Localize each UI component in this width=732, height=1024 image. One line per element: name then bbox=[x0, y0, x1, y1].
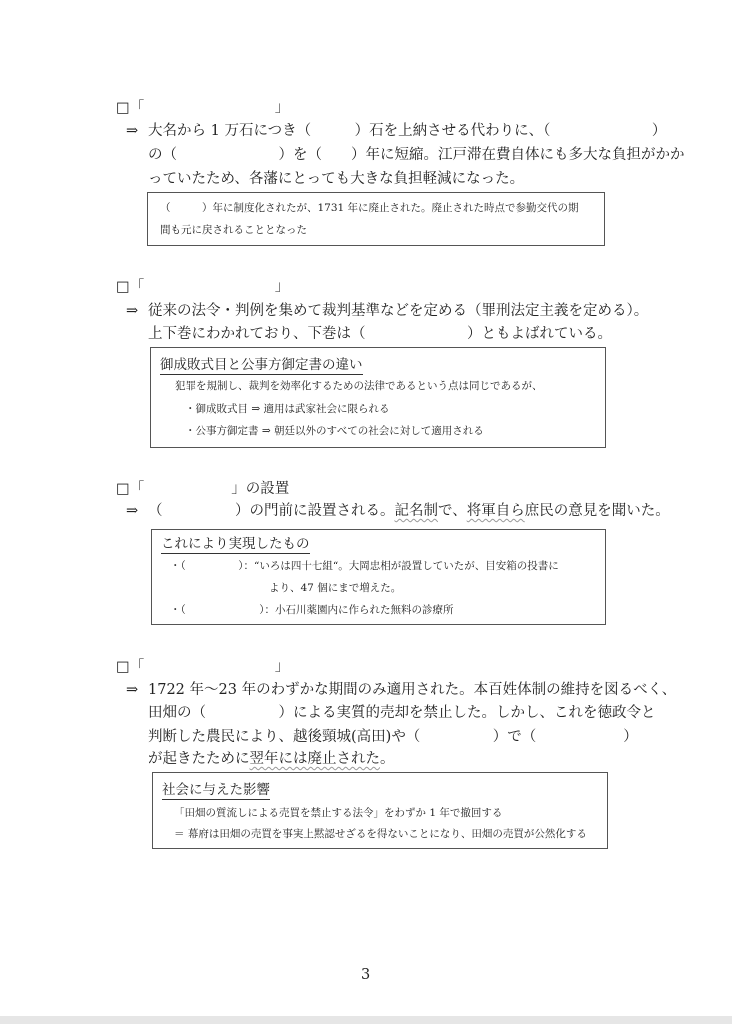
note-title: これにより実現したもの bbox=[161, 536, 310, 552]
body-line: 田畑の（ ）による実質的売却を禁止した。しかし、これを徳政令と bbox=[148, 705, 656, 721]
body-line: 従来の法令・判例を集めて裁判基準などを定める（罪刑法定主義を定める）。 bbox=[148, 303, 649, 319]
note-line: ＝ 幕府は田畑の売買を事実上黙認せざるを得ないことになり、田畑の売買が公然化する bbox=[174, 828, 587, 840]
note-line: ・（ ）：小石川薬園内に作られた無料の診療所 bbox=[170, 604, 454, 616]
section-heading: □「 」 bbox=[116, 279, 290, 295]
note-box bbox=[152, 772, 608, 849]
page-number: 3 bbox=[361, 967, 371, 983]
body-line bbox=[148, 502, 670, 520]
note-box bbox=[147, 192, 605, 246]
emphasis-text: 記名制 bbox=[394, 503, 438, 519]
note-line: 間も元に戻されることとなった bbox=[160, 224, 307, 236]
body-line: 判断した農民により、越後頸城(高田)や（ ）で（ ） bbox=[148, 729, 638, 745]
text: で、 bbox=[438, 503, 467, 519]
note-box bbox=[151, 529, 606, 625]
body-line: 1722 年～23 年のわずかな期間のみ適用された。本百姓体制の維持を図るべく、 bbox=[148, 682, 677, 698]
section-heading: □「 」 bbox=[116, 100, 290, 116]
arrow-icon: ⇒ bbox=[126, 503, 139, 519]
note-line: ・御成敗式目 ⇒ 適用は武家社会に限られる bbox=[185, 403, 390, 415]
body-line bbox=[148, 750, 395, 768]
body-line: 上下巻にわかれており、下巻は（ ）ともよばれている。 bbox=[148, 326, 612, 342]
arrow-icon: ⇒ bbox=[126, 303, 139, 319]
text: が起きたために bbox=[148, 751, 250, 767]
note-title: 社会に与えた影響 bbox=[162, 782, 270, 798]
emphasis-text: 翌年には廃止された bbox=[249, 751, 380, 767]
section-heading: □「 」 bbox=[116, 659, 290, 675]
note-box bbox=[150, 347, 606, 448]
note-line: より、47 個にまで増えた。 bbox=[269, 582, 402, 594]
body-line: の（ ）を（ ）年に短縮。江戸滞在費自体にも多大な負担がかか bbox=[148, 147, 685, 163]
section-heading: □「 」の設置 bbox=[116, 481, 290, 497]
arrow-icon: ⇒ bbox=[126, 123, 139, 139]
body-line: 大名から 1 万石につき（ ）石を上納させる代わりに、（ ） bbox=[148, 123, 667, 139]
viewer-bottom-bar bbox=[0, 1016, 732, 1024]
note-line: ・（ ）：“いろは四十七組“。大岡忠相が設置していたが、目安箱の投書に bbox=[170, 560, 559, 572]
arrow-icon: ⇒ bbox=[126, 682, 139, 698]
text: （ ）の門前に設置される。 bbox=[148, 503, 395, 519]
note-line: ・公事方御定書 ⇒ 朝廷以外のすべての社会に対して適用される bbox=[185, 425, 484, 437]
text: 庶民の意見を聞いた。 bbox=[524, 503, 670, 519]
note-line: 犯罪を規制し、裁判を効率化するための法律であるという点は同じであるが、 bbox=[175, 380, 543, 392]
text: 。 bbox=[380, 751, 395, 767]
note-line: （ ）年に制度化されたが、1731 年に廃止された。廃止された時点で参勤交代の期 bbox=[160, 202, 579, 214]
emphasis-text: 将軍自ら bbox=[466, 503, 525, 519]
note-line: 「田畑の質流しによる売買を禁止する法令」をわずか 1 年で撤回する bbox=[174, 807, 503, 819]
body-line: っていたため、各藩にとっても大きな負担軽減になった。 bbox=[148, 171, 525, 187]
note-title: 御成敗式目と公事方御定書の違い bbox=[160, 357, 363, 373]
